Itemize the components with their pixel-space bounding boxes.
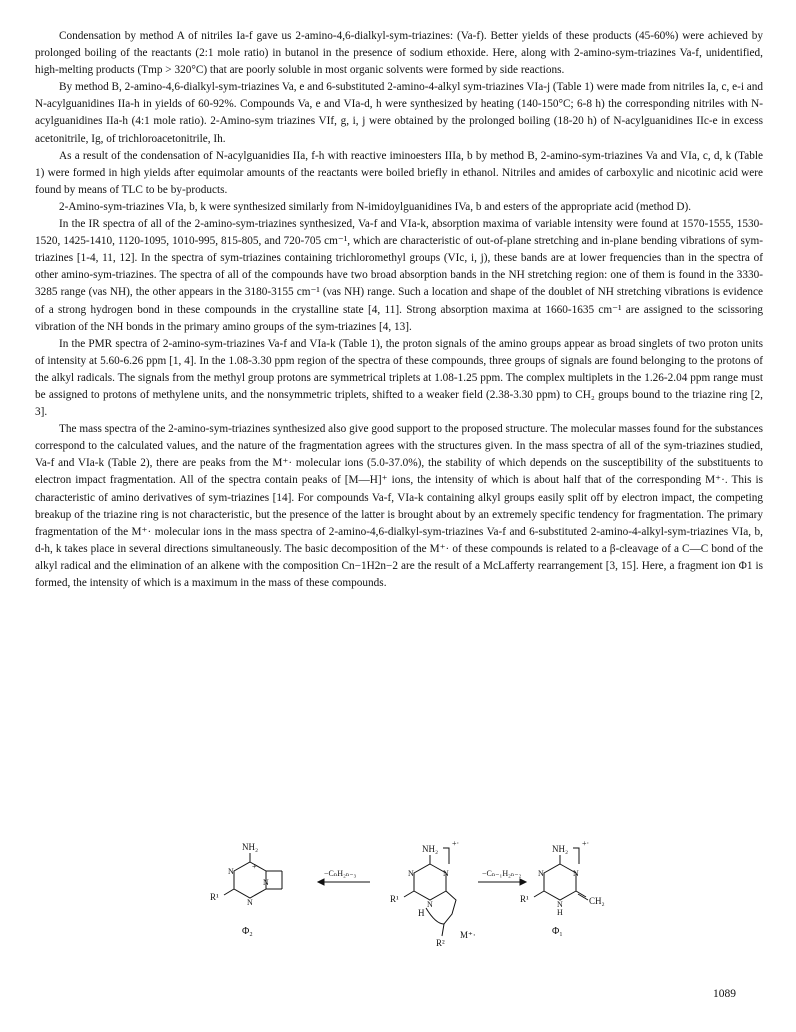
phi2-label: Φ₂ xyxy=(242,926,253,937)
right-ch2-label: CH₂ xyxy=(589,896,605,906)
middle-ring-n-3: N xyxy=(427,900,433,909)
paragraph-method-d: 2-Amino-sym-triazines VIa, b, k were synthesized similarly from N-imidoylguanidines IVa, b and esters of the appropriate acid (method D). xyxy=(59,200,692,213)
phi1-label: Φ₁ xyxy=(552,926,563,937)
right-triazine-ring xyxy=(544,864,576,900)
page-number: 1089 xyxy=(713,988,736,1000)
arrow1-label: −CₙH₂ₙ₋₃ xyxy=(324,869,357,878)
right-ring-n-1: N xyxy=(538,869,544,878)
middle-nh2-label: NH₂ xyxy=(422,844,439,854)
paragraph-condensation: As a result of the condensation of N-acylguanidies IIa, f-h with reactive iminoesters IIIa, b by method B, 2-amino-sym-triazines Va and VIa, c, d, k (Table 1) were formed in high yields after equimolar amounts of the reactants were boiled briefly in ethanol. Nitriles and amides of carboxylic and nicotinic acid were found by means of TLC to be by-products. xyxy=(35,149,763,196)
left-plus-sign: + xyxy=(252,862,257,871)
middle-r2-label: R² xyxy=(436,938,445,948)
right-nh2-label: NH₂ xyxy=(552,844,569,854)
right-ring-n-2: N xyxy=(573,869,579,878)
middle-charge-label: +· xyxy=(452,839,460,848)
paragraph-mass-spectra: The mass spectra of the 2-amino-sym-triazines synthesized also give good support to the proposed structure. The molecular masses found for the substances correspond to the calculated values, and the nature of the fragmentation agrees with the structures given. In the mass spectra of all of the sym-triazines studied, Va-f and VIa-k (Table 2), there are peaks from the M⁺· molecular ions (5.0-37.0%), the stability of which depends on the susceptibility of the substituents to electron impact fragmentation. All of the spectra contain peaks of [M—H]⁺ ions, the intensity of which is about half that of the corresponding M⁺·. This is characteristic of amino derivatives of sym-triazines [14]. For compounds Va-f, VIa-k containing alkyl groups easily split off by electron impact, the competing breakup of the triazine ring is not characteristic, but the presence of the latter is brought about by an extremely specific tendency for fragmentation. The primary fragmentation of the M⁺· molecular ions in the mass spectra of 2-amino-4,6-dialkyl-sym-triazines Va-f and 6-substituted 2-amino-4-alkyl-sym-triazines VIa, b, d-h, k takes place in several directions simultaneously. The basic decomposition of the M⁺· of these compounds is related to a β-cleavage of a C—C bond of the alkyl radical and the elimination of an alkene with the composition Cn−1H2n−2 are the result of a McLafferty rearrangement [3, 15]. Here, a fragment ion Φ1 is formed, the intensity of which is a maximum in the mass of these compounds. xyxy=(35,423,763,589)
left-r1-label: R¹ xyxy=(210,892,219,902)
paragraph-method-a: Condensation by method A of nitriles Ia-f gave us 2-amino-4,6-dialkyl-sym-triazines: (Va-f). Better yields of these products (45-60%) were achieved by prolonged boiling of the reactants (2:1 mole ratio) in butanol in the presence of sodium ethoxide. Here, along with 2-amino-sym-triazines Va-f, unidentified, high-melting products (Tmp > 320°C) that are poorly soluble in most organic solvents were formed by side reactions. xyxy=(35,30,763,77)
arrow2-label: −Cₙ₋₁H₂ₙ₋₂ xyxy=(482,869,522,878)
scheme-drawing xyxy=(200,838,630,958)
fragmentation-scheme xyxy=(200,838,630,958)
middle-r1-label: R¹ xyxy=(390,894,399,904)
left-ring-n-2: N xyxy=(263,878,269,887)
middle-h-label: H xyxy=(418,908,425,918)
middle-ring-n-2: N xyxy=(443,869,449,878)
left-nh2-label: NH₂ xyxy=(242,842,259,852)
left-ring-n-3: N xyxy=(247,898,253,907)
text-body xyxy=(35,28,763,592)
middle-ring-n-1: N xyxy=(408,869,414,878)
middle-m-label: M⁺· xyxy=(460,930,476,940)
left-triazine-ring xyxy=(234,862,266,898)
right-h-label: H xyxy=(557,908,563,917)
paragraph-ir-spectra: In the IR spectra of all of the 2-amino-sym-triazines synthesized, Va-f and VIa-k, absorption maxima of variable intensity were found at 1570-1555, 1530-1520, 1425-1410, 1120-1095, 1010-995, 815-805, and 720-705 cm⁻¹, which are characteristic of out-of-plane stretching and in-plane bending vibrations of sym-triazines [1-4, 11, 12]. In the spectra of sym-triazines containing trichloromethyl groups (VIc, i, j), these bands are at lower frequencies than in the spectra of other amino-sym-triazines. The spectra of all of the compounds have two broad absorption bands in the NH stretching region: one of them is found in the 3330-3285 range (νas NH), the other appears in the 3180-3155 cm⁻¹ (νas NH) range. Such a location and shape of the doublet of NH stretching vibrations is evidence of a strong hydrogen bond in these compounds in the crystalline state [4, 11]. Strong absorption maxima at 1660-1635 cm⁻¹ are assigned to the scissoring vibration of the NH bonds in the primary amino groups of the sym-triazines [4, 13]. xyxy=(35,218,763,333)
right-charge-label: +· xyxy=(582,839,590,848)
paragraph-pmr-spectra: In the PMR spectra of 2-amino-sym-triazines Va-f and VIa-k (Table 1), the proton signals of the amino groups appear as broad singlets of two proton units of intensity at 5.60-6.26 ppm [1, 4]. In the 1.08-3.30 ppm region of the spectra of these compounds, three groups of signals are found belonging to the protons of the alkyl radicals. The signals from the methyl group protons are symmetrical triplets at 1.08-1.25 ppm. The complex multiplets in the 1.26-2.04 ppm range must be assigned to protons of methylene units, and the nonsymmetric triplets, shifted to a weaker field (2.38-3.30 ppm) to CH₂ groups bound to the triazine ring [2, 3]. xyxy=(35,337,763,419)
right-r1-label: R¹ xyxy=(520,894,529,904)
paragraph-method-b: By method B, 2-amino-4,6-dialkyl-sym-triazines Va, e and 6-substituted 2-amino-4-alkyl sym-triazines VIa-j (Table 1) were made from nitriles Ia, c, e-i and N-acylguanidines IIa-h in yields of 60-92%. Compounds Va, e and VIa-d, h were synthesized by heating (140-150°C; 6-8 h) the corresponding nitriles with N-acylguanidines IIa-h (4:1 mole ratio). 2-Amino-sym triazines VIf, g, i, j were obtained by the prolonged boiling (18-20 h) of N-acylguanidines IIc-e in excess acetonitrile, Ig, of trichloroacetonitrile, Ih. xyxy=(35,81,763,145)
left-ring-n-1: N xyxy=(228,867,234,876)
middle-triazine-ring xyxy=(414,864,446,900)
right-ring-n-3: N xyxy=(557,900,563,909)
